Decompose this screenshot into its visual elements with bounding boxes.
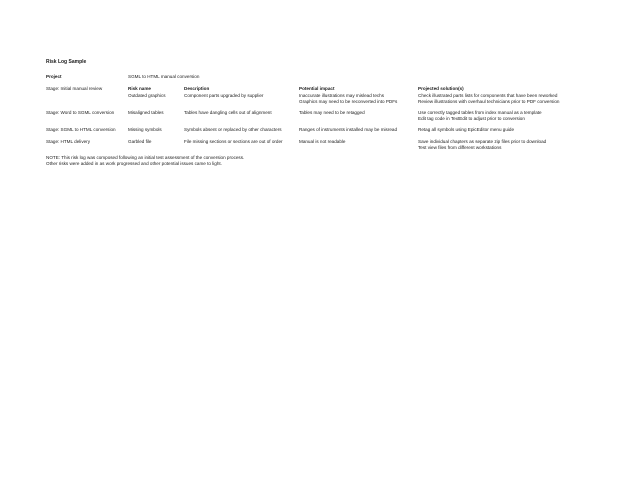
risk-solution: Review illustrations with overhaul technicians prior to PDF conversion bbox=[418, 98, 560, 104]
project-value: SGML to HTML manual conversion bbox=[128, 74, 200, 80]
risk-description: Symbols absent or replaced by other characters bbox=[184, 127, 282, 133]
risk-solution: Use correctly tagged tables from index manual as a template bbox=[418, 109, 542, 115]
risk-solution: Check illustrated parts lists for components that have been reworked bbox=[418, 92, 558, 98]
risk-row-missing-symbols bbox=[46, 127, 606, 133]
risk-name: Missing symbols bbox=[128, 127, 162, 133]
risk-row-outdated-graphics-cont bbox=[46, 99, 606, 105]
project-label: Project bbox=[46, 74, 62, 80]
note-line: NOTE: This risk log was composed following an initial test assessment of the conversion process. bbox=[46, 154, 245, 160]
risk-solution: Test view files from different workstations bbox=[418, 144, 502, 150]
risk-description: File missing sections or sections are out of order bbox=[184, 138, 283, 144]
risk-impact: Ranges of instruments installed may be misread bbox=[299, 127, 398, 133]
header-description: Description bbox=[184, 86, 210, 92]
note-line: Other risks were added in as work progressed and other potential issues came to light. bbox=[46, 161, 222, 167]
risk-solution: Edit tag code in TextEdit to adjust prior to conversion bbox=[418, 116, 525, 122]
header-risk-name: Risk name bbox=[128, 86, 151, 92]
risk-impact: Graphics may need to be reconverted into PDFs bbox=[299, 98, 398, 104]
risk-row-misaligned-tables-cont bbox=[46, 116, 606, 122]
risk-description: Component parts upgraded by supplier bbox=[184, 92, 264, 98]
risk-name: Outdated graphics bbox=[128, 92, 166, 98]
risk-impact: Inaccurate illustrations may mislead techs bbox=[299, 92, 385, 98]
risk-solution: Save individual chapters as separate zip files prior to download bbox=[418, 138, 547, 144]
header-potential-impact: Potential impact bbox=[299, 86, 335, 92]
risk-row-garbled-file-cont bbox=[46, 145, 606, 151]
risk-solution: Retag all symbols using EpicEditor menu guide bbox=[418, 127, 515, 133]
note-block bbox=[46, 155, 606, 167]
stage-label: Stage: SGML to HTML conversion bbox=[46, 127, 116, 133]
stage-label: Stage: HTML delivery bbox=[46, 138, 90, 144]
risk-impact: Manual is not readable bbox=[299, 138, 346, 144]
stage-label: Stage: Word to SGML conversion bbox=[46, 109, 115, 115]
risk-log-sheet bbox=[46, 59, 606, 167]
header-projected-solutions: Projected solution(s) bbox=[418, 86, 464, 92]
risk-description: Tables have dangling cells out of alignment bbox=[184, 109, 272, 115]
project-row bbox=[46, 74, 606, 80]
risk-impact: Tables may need to be retagged bbox=[299, 109, 365, 115]
risk-name: Misaligned tables bbox=[128, 109, 164, 115]
document-title: Risk Log Sample bbox=[46, 59, 87, 65]
risk-name: Garbled file bbox=[128, 138, 152, 144]
stage-initial-review: Stage: Initial manual review bbox=[46, 86, 103, 92]
